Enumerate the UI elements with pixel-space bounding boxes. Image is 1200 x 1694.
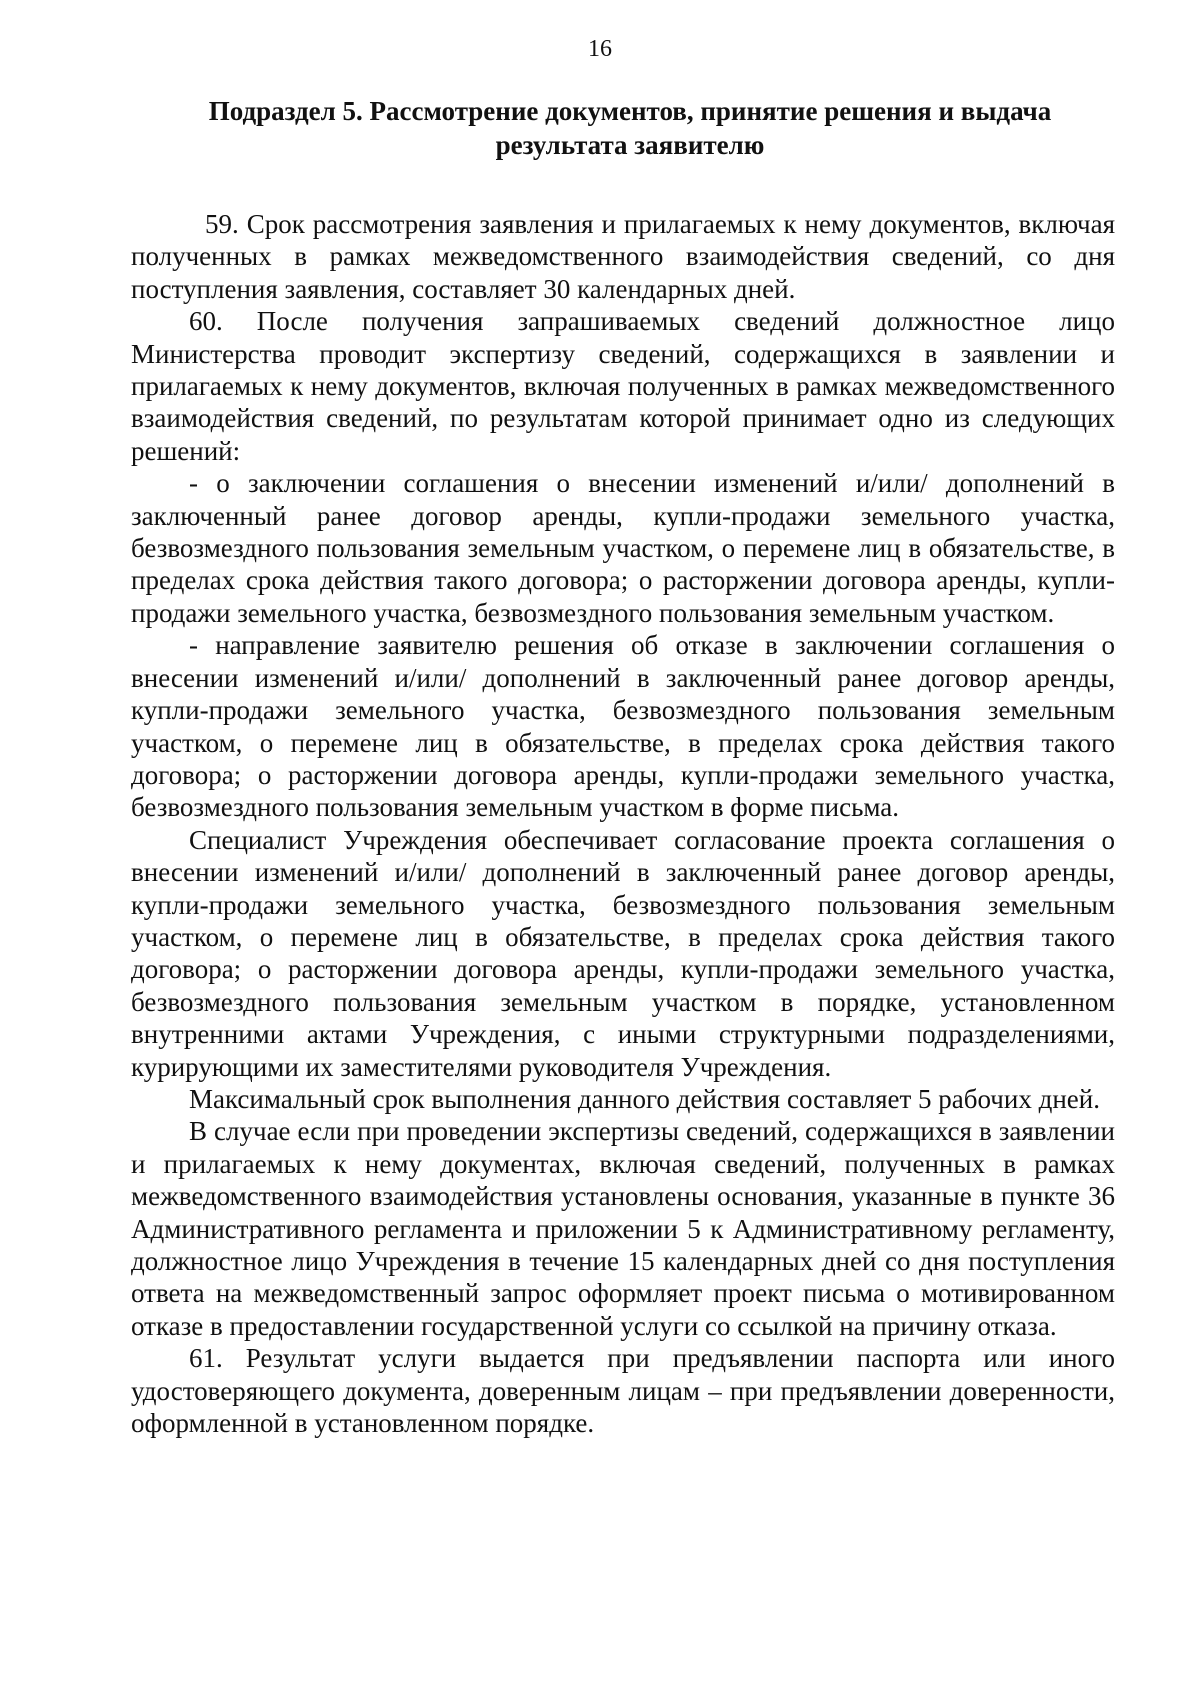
list-item-agreement: - о заключении соглашения о внесении изменений и/или/ дополнений в заключенный ранее договор аренды, купли-продажи земельного участка, безвозмездного пользования земельным участком, о перемене лиц в обязательстве, в пределах срока действия такого договора; о расторжении договора аренды, купли-продажи земельного участка, безвозмездного пользования земельным участком. bbox=[131, 468, 1115, 628]
page-number: 16 bbox=[588, 36, 612, 62]
paragraph-max-term: Максимальный срок выполнения данного действия составляет 5 рабочих дней. bbox=[189, 1083, 1100, 1114]
section-heading: Подраздел 5. Рассмотрение документов, принятие решения и выдача результата заявителю bbox=[208, 96, 1052, 160]
paragraph-refusal-case: В случае если при проведении экспертизы сведений, содержащихся в заявлении и прилагаемых к нему документах, включая сведений, полученных в рамках межведомственного взаимодействия установлены основания, указанные в пункте 36 Административного регламента и приложении 5 к Административному регламенту, должностное лицо Учреждения в течение 15 календарных дней со дня поступления ответа на межведомственный запрос оформляет проект письма о мотивированном отказе в предоставлении государственной услуги со ссылкой на причину отказа. bbox=[131, 1116, 1115, 1341]
paragraph-61: 61. Результат услуги выдается при предъявлении паспорта или иного удостоверяющего документа, доверенным лицам – при предъявлении доверенности, оформленной в установленном порядке. bbox=[131, 1343, 1115, 1439]
document-body bbox=[131, 208, 1115, 1439]
paragraph-60: 60. После получения запрашиваемых сведений должностное лицо Министерства проводит экспертизу сведений, содержащихся в заявлении и прилагаемых к нему документов, включая полученных в рамках межведомственного взаимодействия сведений, по результатам которой принимает одно из следующих решений: bbox=[131, 306, 1115, 466]
paragraph-59: 59. Срок рассмотрения заявления и прилагаемых к нему документов, включая полученных в рамках межведомственного взаимодействия сведений, со дня поступления заявления, составляет 30 календарных дней. bbox=[131, 209, 1115, 304]
list-item-refusal: - направление заявителю решения об отказе в заключении соглашения о внесении изменений и/или/ дополнений в заключенный ранее договор аренды, купли-продажи земельного участка, безвозмездного пользования земельным участком, о перемене лиц в обязательстве, в пределах срока действия такого договора; о расторжении договора аренды, купли-продажи земельного участка, безвозмездного пользования земельным участком в форме письма. bbox=[131, 630, 1115, 823]
paragraph-specialist: Специалист Учреждения обеспечивает согласование проекта соглашения о внесении изменений и/или/ дополнений в заключенный ранее договор аренды, купли-продажи земельного участка, безвозмездного пользования земельным участком, о перемене лиц в обязательстве, в пределах срока действия такого договора; о расторжении договора аренды, купли-продажи земельного участка, безвозмездного пользования земельным участком в порядке, установленном внутренними актами Учреждения, с иными структурными подразделениями, курирующими их заместителями руководителя Учреждения. bbox=[131, 824, 1115, 1082]
